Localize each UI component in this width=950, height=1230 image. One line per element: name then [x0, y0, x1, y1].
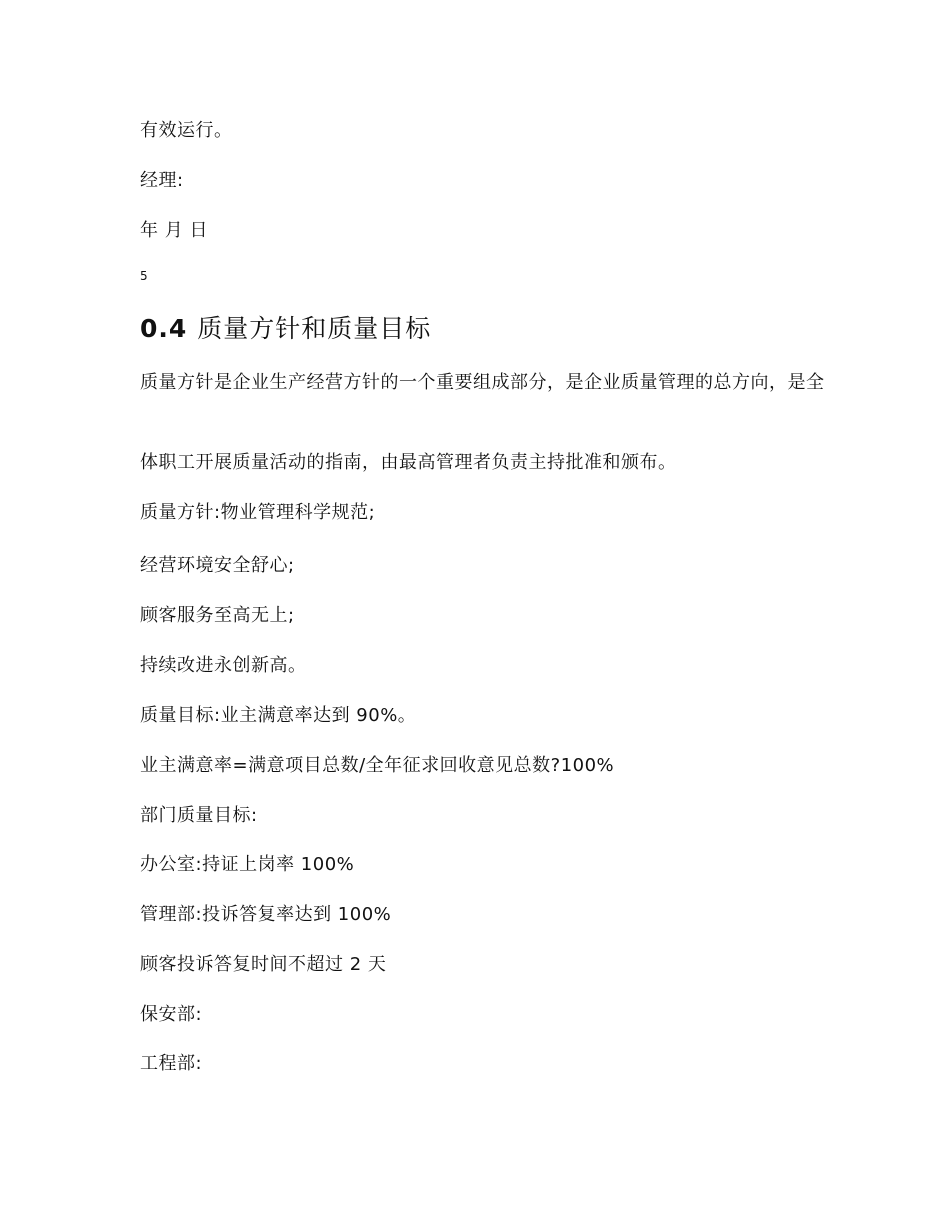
text-satisfaction-formula: 业主满意率=满意项目总数/全年征求回收意见总数?100% — [140, 755, 615, 776]
text-management-goal: 管理部:投诉答复率达到 100% — [140, 904, 392, 925]
section-title: 质量方针和质量目标 — [197, 314, 432, 343]
text-line-manager: 经理: — [140, 170, 184, 191]
text-line-effective-operation: 有效运行。 — [140, 120, 233, 141]
text-department-goals: 部门质量目标: — [140, 805, 258, 826]
paragraph-quality-policy-guide: 体职工开展质量活动的指南，由最高管理者负责主持批准和颁布。 — [140, 452, 677, 473]
text-line-date: 年 月 日 — [140, 220, 208, 241]
section-number: 0.4 — [140, 314, 188, 343]
text-office-goal: 办公室:持证上岗率 100% — [140, 854, 355, 875]
section-heading — [140, 311, 431, 347]
text-engineering-dept: 工程部: — [140, 1053, 203, 1074]
text-complaint-reply-time: 顾客投诉答复时间不超过 2 天 — [140, 954, 387, 975]
text-policy-environment: 经营环境安全舒心; — [140, 555, 295, 576]
text-security-dept: 保安部: — [140, 1004, 203, 1025]
text-quality-policy: 质量方针:物业管理科学规范; — [140, 502, 376, 523]
page-number: 5 — [140, 269, 149, 283]
text-policy-improvement: 持续改进永创新高。 — [140, 655, 307, 676]
text-quality-goal: 质量目标:业主满意率达到 90%。 — [140, 705, 417, 726]
text-policy-service: 顾客服务至高无上; — [140, 605, 295, 626]
paragraph-quality-policy-definition: 质量方针是企业生产经营方针的一个重要组成部分，是企业质量管理的总方向，是全 — [140, 372, 825, 393]
